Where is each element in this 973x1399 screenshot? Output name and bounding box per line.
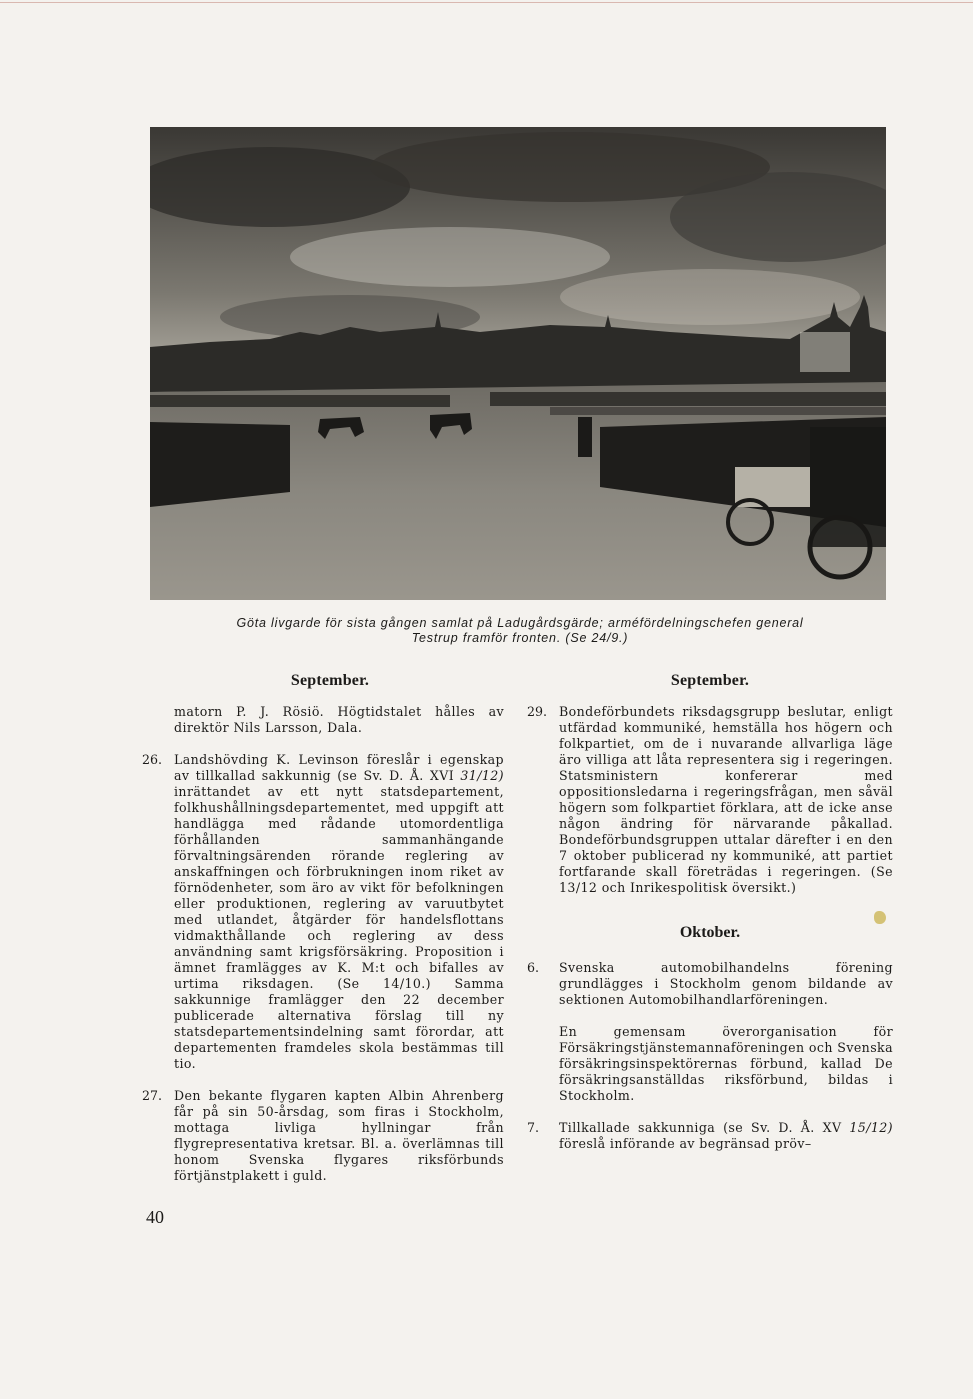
entry-29: [527, 704, 893, 896]
left-column-heading: September.: [290, 672, 370, 689]
entry-number: [527, 1024, 559, 1104]
entry-27: [142, 1088, 504, 1184]
entry-reference-italic: 15/12): [849, 1120, 893, 1135]
entry-text: [559, 1120, 893, 1152]
caption-line-2: Testrup framför fronten. (Se 24/9.): [411, 631, 629, 645]
entry-text: [174, 752, 504, 1072]
top-edge-line: [0, 2, 973, 3]
section-heading-oktober: Oktober.: [679, 924, 741, 941]
entry-6-continued: [527, 1024, 893, 1104]
photo-caption: [160, 616, 880, 646]
right-column: [527, 704, 893, 1152]
entry-text: Bondeförbundets riksdagsgrupp beslutar, enligt utfärdad kommuniké, hemställa hos högern och folkpartiet, om de i nuvarande allvarliga läge äro villiga att låta representera sig i regeringen. Statsministern konfererar med oppositionsledarna i regeringsfrågan, men såväl högern som folkpartiet förklara, att de icke anse någon ändring för närvarande påkallad. Bondeförbundsgruppen uttalar därefter i en den 7 oktober publicerad ny kommuniké, att partiet fortfarande skall företrädas i regeringen. (Se 13/12 och Inrikespolitisk översikt.): [559, 704, 893, 895]
entry-text-part: föreslå införande av begränsad pröv–: [559, 1136, 812, 1151]
entry-text: En gemensam överorganisation för Försäkringstjänstemannaföreningen och Svenska försäkringsinspektörernas förbund, kallad De försäkringsanställdas riksförbund, bildas i Stockholm.: [559, 1024, 893, 1103]
left-intro-text: matorn P. J. Rösiö. Högtidstalet hålles av direktör Nils Larsson, Dala.: [174, 704, 504, 735]
entry-text: Den bekante flygaren kapten Albin Ahrenberg får på sin 50-årsdag, som firas i Stockholm, mottaga livliga hyllningar från flygrepresentativa kretsar. Bl. a. överlämnas till honom Svenska flygares riksförbunds förtjänstplakett i guld.: [174, 1088, 504, 1183]
entry-7: [527, 1120, 893, 1152]
paper-stain: [874, 911, 886, 924]
entry-26: [142, 752, 504, 1072]
entry-text-part: Tillkallade sakkunniga (se Sv. D. Å. XV: [559, 1120, 850, 1135]
entry-number: 29.: [527, 704, 548, 719]
right-column-heading: September.: [670, 672, 750, 689]
entry-text: Svenska automobilhandelns förening grundlägges i Stockholm genom bildande av sektionen Automobilhandlarföreningen.: [559, 960, 893, 1007]
page-number: 40: [146, 1207, 164, 1227]
caption-line-1: Göta livgarde för sista gången samlat på Ladugårdsgärde; arméfördelningschefen general: [236, 616, 804, 630]
photo-image: [150, 127, 886, 600]
left-column: [142, 704, 504, 1184]
entry-number: 27.: [142, 1088, 163, 1103]
entry-text-part: Landshövding K. Levinson föreslår i egenskap av tillkallad sakkunnig (se Sv. D. Å. XVI: [174, 752, 504, 783]
entry-number: 7.: [527, 1120, 540, 1135]
entry-reference-italic: 31/12): [460, 768, 504, 783]
entry-number: 6.: [527, 960, 540, 975]
entry-text-part: inrättandet av ett nytt statsdepartement, folkhushållningsdepartementet, med uppgift att handlägga med rådande utomordentliga förhållanden sammanhängande förvaltningsärenden rörande reglering av anskaffningen och förbrukningen inom riket av förnödenheter, som äro av vikt för befolkningen eller produktionen, reglering av varuutbytet med utlandet, åtgärder för handelsflottans vidmakthållande och reglering av dess användning samt krigsförsäkring. Proposition i ämnet framlägges av K. M:t och bifalles av urtima riksdagen. (Se 14/10.) Samma sakkunnige framlägger den 22 december publicerade alternativa förslag till ny statsdepartementsindelning samt förordar, att departementen framdeles skola bestämmas till tio.: [174, 784, 504, 1071]
entry-number: 26.: [142, 752, 163, 767]
entry-6: [527, 960, 893, 1008]
photo-parade-ladugardsgarde: [150, 127, 886, 600]
